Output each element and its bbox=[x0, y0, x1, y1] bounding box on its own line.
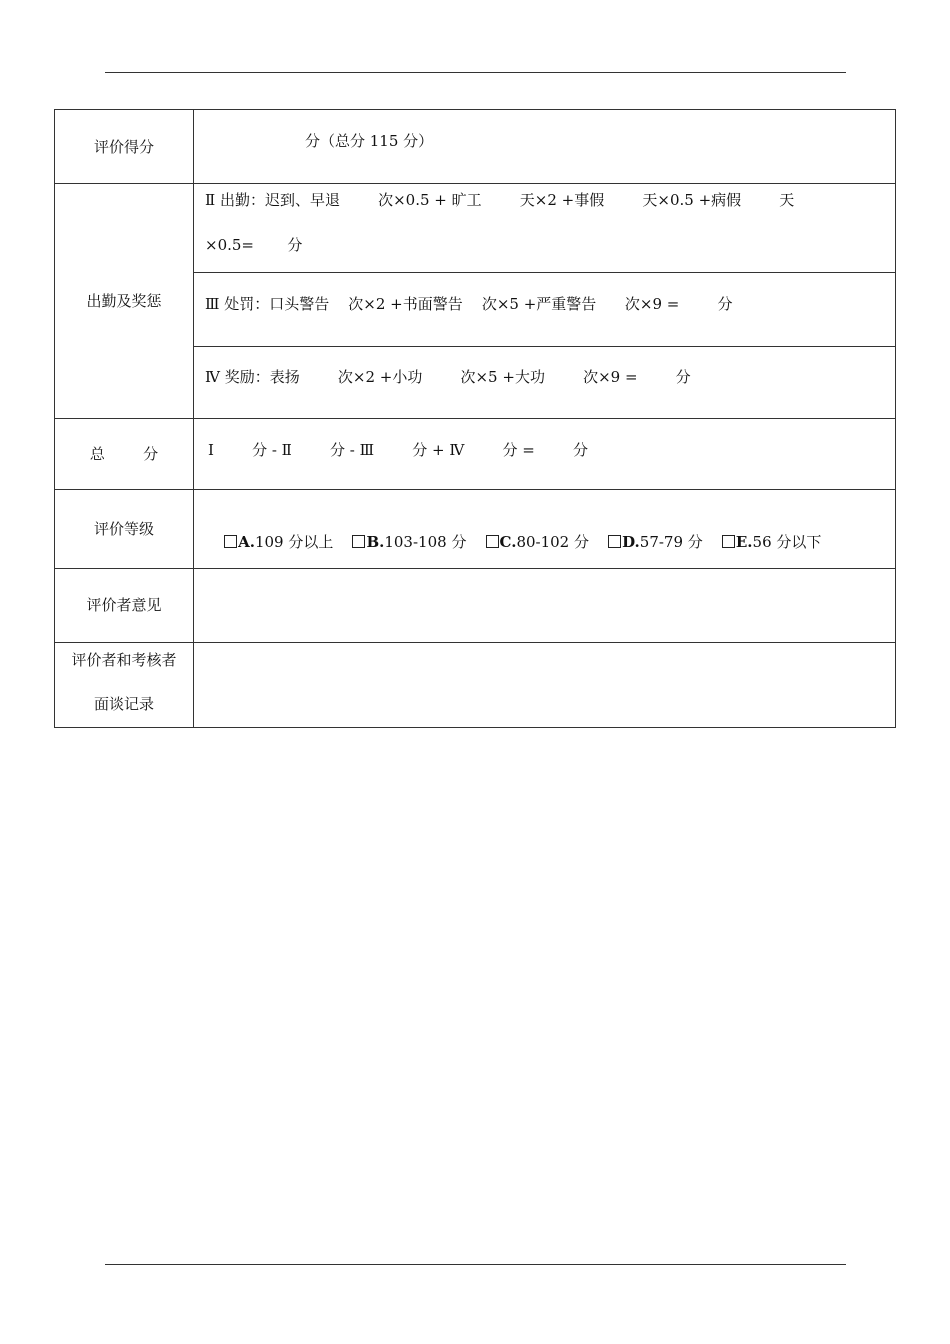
opinion-label-cell bbox=[55, 568, 193, 642]
total-formula[interactable]: Ⅰ 分 - Ⅱ 分 - Ⅲ 分 + Ⅳ 分 = 分 bbox=[208, 441, 588, 459]
total-label: 总 分 bbox=[89, 444, 159, 463]
grade-letter-c: C. bbox=[499, 533, 517, 551]
attendance-ii-line2[interactable]: ×0.5= 分 bbox=[205, 236, 303, 254]
total-label-cell bbox=[55, 418, 193, 489]
grade-letter-e: E. bbox=[735, 533, 753, 551]
grade-option-a[interactable] bbox=[224, 533, 333, 551]
grade-letter-a: A. bbox=[238, 533, 255, 551]
grade-letter-d: D. bbox=[622, 533, 640, 551]
checkbox-c[interactable] bbox=[486, 535, 499, 548]
grade-range-a: 109 分以上 bbox=[254, 533, 334, 551]
header-rule bbox=[105, 72, 846, 73]
interview-record-field[interactable] bbox=[194, 643, 894, 726]
interview-label-line1: 评价者和考核者 bbox=[71, 651, 177, 669]
grade-range-d: 57-79 分 bbox=[639, 533, 703, 551]
grade-option-d[interactable] bbox=[608, 533, 703, 551]
grade-range-b: 103-108 分 bbox=[384, 533, 467, 551]
subrow-divider bbox=[193, 272, 895, 273]
score-label-cell bbox=[55, 110, 193, 183]
grade-option-c[interactable] bbox=[486, 533, 589, 551]
checkbox-b[interactable] bbox=[352, 535, 365, 548]
grade-option-b[interactable] bbox=[352, 533, 466, 551]
grade-label-cell bbox=[55, 489, 193, 568]
attendance-label: 出勤及奖惩 bbox=[86, 291, 162, 310]
score-content[interactable]: 分（总分 115 分） bbox=[305, 132, 434, 150]
attendance-ii-line1[interactable]: Ⅱ 出勤：迟到、早退 次×0.5 + 旷工 天×2 +事假 天×0.5 +病假 天 bbox=[205, 191, 795, 209]
attendance-label-cell bbox=[55, 183, 193, 418]
grade-label: 评价等级 bbox=[93, 519, 154, 538]
interview-label-cell bbox=[55, 643, 193, 727]
grade-options bbox=[205, 515, 821, 569]
reward-iv-line[interactable]: Ⅳ 奖励：表扬 次×2 +小功 次×5 +大功 次×9 = 分 bbox=[205, 368, 691, 386]
checkbox-a[interactable] bbox=[224, 535, 237, 548]
grade-letter-b: B. bbox=[366, 533, 385, 551]
grade-option-e[interactable] bbox=[722, 533, 822, 551]
opinion-field[interactable] bbox=[194, 569, 894, 641]
opinion-label: 评价者意见 bbox=[86, 596, 162, 614]
subrow-divider bbox=[193, 346, 895, 347]
interview-label-line2: 面谈记录 bbox=[93, 695, 154, 713]
evaluation-form-table bbox=[54, 109, 896, 728]
grade-range-c: 80-102 分 bbox=[516, 533, 589, 551]
checkbox-d[interactable] bbox=[608, 535, 621, 548]
footer-rule bbox=[105, 1264, 846, 1265]
checkbox-e[interactable] bbox=[722, 535, 735, 548]
score-label: 评价得分 bbox=[93, 137, 154, 156]
penalty-iii-line[interactable]: Ⅲ 处罚：口头警告 次×2 +书面警告 次×5 +严重警告 次×9 = 分 bbox=[205, 295, 733, 313]
grade-range-e: 56 分以下 bbox=[752, 533, 822, 551]
